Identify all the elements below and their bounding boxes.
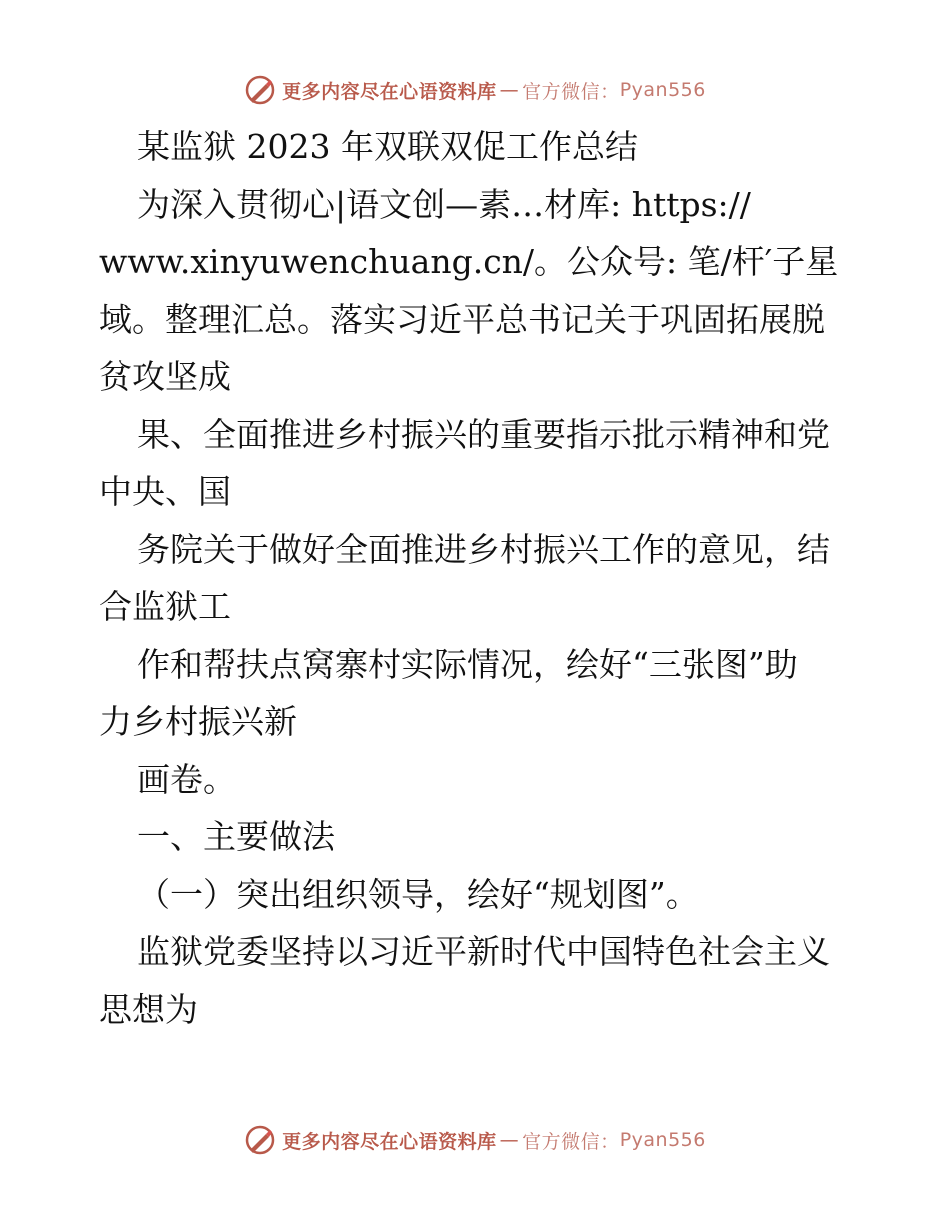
footer-watermark (0, 1124, 950, 1156)
watermark-text: 更多内容尽在心语资料库 (282, 1130, 497, 1153)
watermark-wechat-id: Pyan556 (619, 79, 706, 101)
paragraph-line: 力乡村振兴新 (99, 702, 297, 741)
paragraph-line: 为深入贯彻心|语文创—素…材库: https:// (137, 184, 751, 224)
watermark-dash: — (499, 1129, 520, 1151)
paragraph-line: 中央、国 (99, 472, 231, 511)
paragraph-line: 域。整理汇总。落实习近平总书记关于巩固拓展脱 (99, 299, 825, 339)
paragraph-line: 作和帮扶点窝寨村实际情况，绘好“三张图”助 (137, 644, 798, 684)
paragraph-line: 务院关于做好全面推进乡村振兴工作的意见，结 (137, 529, 830, 569)
paragraph-line: 画卷。 (137, 759, 236, 799)
watermark-label: 官方微信： (522, 1130, 620, 1153)
watermark-text: 更多内容尽在心语资料库 (282, 80, 497, 103)
subsection-heading: （一）突出组织领导，绘好“规划图”。 (137, 874, 699, 914)
document-body (99, 118, 851, 1038)
watermark-dash: — (499, 79, 520, 101)
header-watermark (0, 74, 950, 106)
pen-logo-icon (244, 74, 276, 106)
paragraph-line: 果、全面推进乡村振兴的重要指示批示精神和党 (137, 414, 830, 454)
watermark-label: 官方微信： (522, 80, 620, 103)
pen-logo-icon (244, 1124, 276, 1156)
paragraph-line: 贫攻坚成 (99, 357, 231, 396)
paragraph-line: 思想为 (99, 989, 198, 1029)
paragraph-line: 监狱党委坚持以习近平新时代中国特色社会主义 (137, 932, 830, 971)
section-heading: 一、主要做法 (137, 817, 335, 856)
paragraph-line: www.xinyuwenchuang.cn/。公众号: 笔/杆′子星 (99, 242, 839, 281)
document-title: 某监狱 2023 年双联双促工作总结 (137, 127, 638, 166)
paragraph-line: 合监狱工 (99, 587, 231, 626)
watermark-wechat-id: Pyan556 (619, 1129, 706, 1151)
